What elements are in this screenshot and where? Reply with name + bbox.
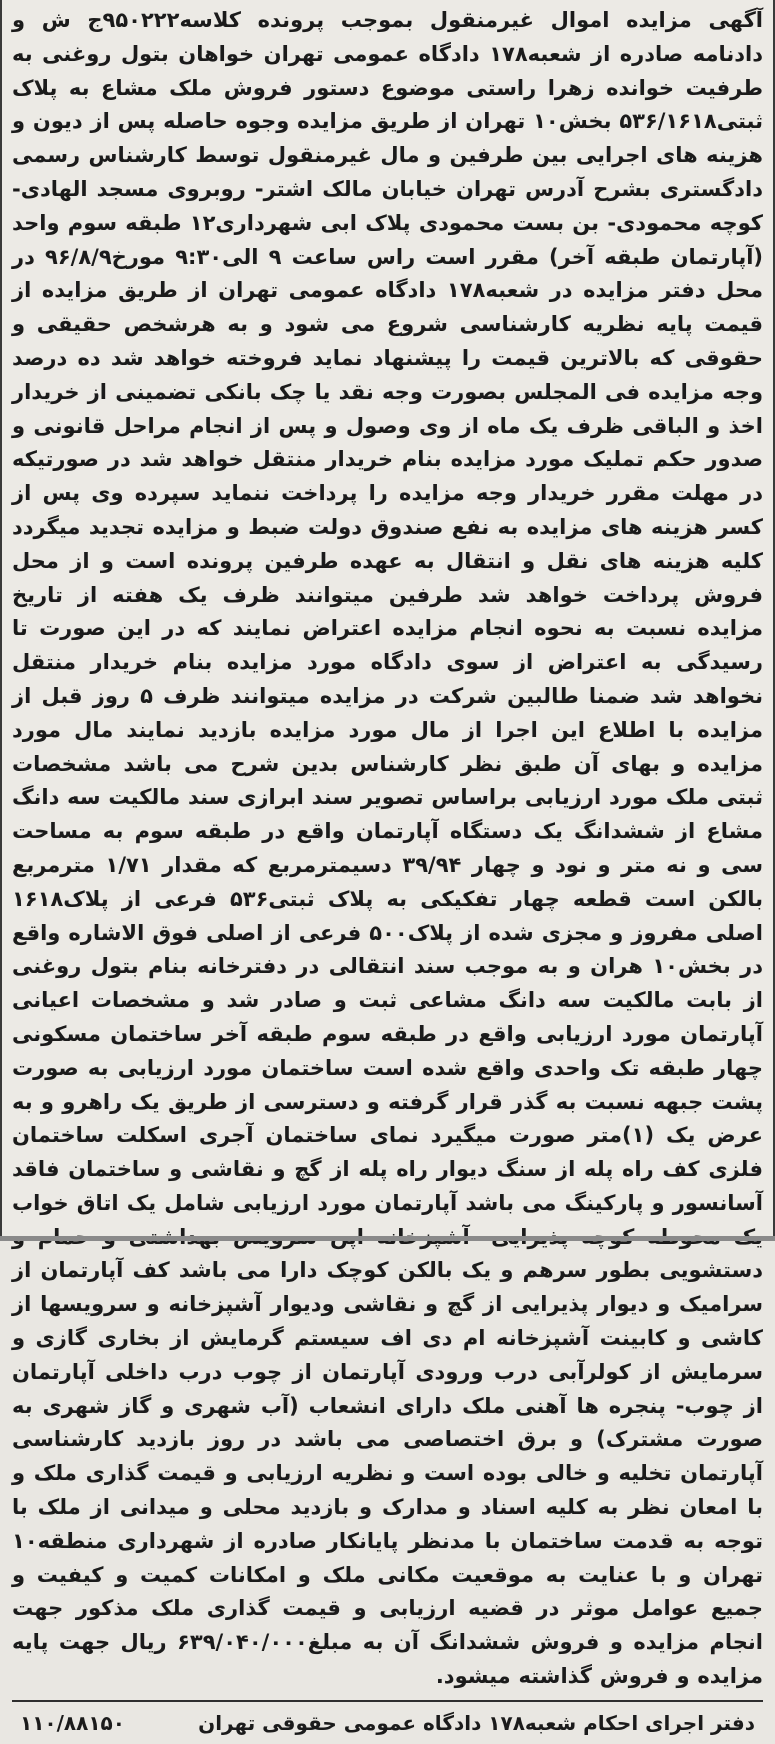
notice-code: ۱۱۰/۸۸۱۵۰ <box>20 1711 125 1735</box>
auction-notice-text: آگهی مزایده اموال غیرمنقول بموجب پرونده کلاسه۹۵۰۲۲۲ج ش و دادنامه صادره از شعبه۱۷۸ دادگاه عمومی تهران خواهان بتول روغنی به طرفیت خوانده زهرا راستی موضوع دستور فروش ملک مشاع به پلاک ثبتی۵۳۶/۱۶۱۸ بخش۱۰ تهران از طریق مزایده وجوه حاصله پس از دیون و هزینه های اجرایی بین طرفین و مال غیرمنقول توسط کارشناس رسمی دادگستری بشرح آدرس تهران خیابان مالک اشتر- روبروی مسجد الهادی- کوچه محمودی- بن بست محمودی پلاک ابی شهرداری۱۲ طبقه سوم واحد (آپارتمان طبقه آخر) مقرر است راس ساعت ۹ الی۹:۳۰ مورخ۹۶/۸/۹ در محل دفتر مزایده در شعبه۱۷۸ دادگاه عمومی تهران از طریق مزایده از قیمت پایه نظریه کارشناسی شروع می شود و به هرشخص حقیقی و حقوقی که بالاترین قیمت را پیشنهاد نماید فروخته خواهد شد ده درصد وجه مزایده فی المجلس بصورت وجه نقد یا چک بانکی تضمینی از خریدار اخذ و الباقی ظرف یک ماه از وی وصول و پس از انجام مراحل قانونی و صدور حکم تملیک مورد مزایده بنام خریدار منتقل خواهد شد در صورتیکه در مهلت مقرر خریدار وجه مزایده را پرداخت ننماید سپرده وی پس از کسر هزینه های مزایده به نفع صندوق دولت ضبط و مزایده تجدید میگردد کلیه هزینه های نقل و انتقال به عهده طرفین پرونده است و از محل فروش پرداخت خواهد شد طرفین میتوانند ظرف یک هفته از تاریخ مزایده نسبت به نحوه انجام مزایده اعتراض نمایند که در این صورت تا رسیدگی به اعتراض از سوی دادگاه مورد مزایده بنام خریدار منتقل نخواهد شد ضمنا طالبین شرکت در مزایده میتوانند ظرف ۵ روز قبل از مزایده با اطلاع این اجرا از مال مورد مزایده بازدید نمایند مال مورد مزایده و بهای آن طبق نظر کارشناس بدین شرح می باشد مشخصات ثبتی ملک مورد ارزیابی براساس تصویر سند ابرازی سند مالکیت سه دانگ مشاع از ششدانگ یک دستگاه آپارتمان واقع در طبقه سوم به مساحت سی و نه متر و نود و چهار ۳۹/۹۴ دسیمترمربع که مقدار ۱/۷۱ مترمربع بالکن است قطعه چهار تفکیکی به پلاک ثبتی۵۳۶ فرعی از پلاک۱۶۱۸ اصلی مفروز و مجزی شده از پلاک۵۰۰ فرعی از اصلی فوق الاشاره واقع در بخش۱۰ هران و به موجب سند انتقالی در دفترخانه بنام بتول روغنی از بابت مالکیت سه دانگ مشاعی ثبت و صادر شد و مشخصات اعیانی آپارتمان مورد ارزیابی واقع در طبقه سوم طبقه آخر ساختمان مسکونی چهار طبقه تک واحدی واقع شده است ساختمان مورد ارزیابی به صورت پشت جبهه نسبت به گذر قرار گرفته و دسترسی از طریق یک راهرو و به عرض یک (۱)متر صورت میگیرد نمای ساختمان آجری اسکلت ساختمان فلزی کف راه پله از سنگ دیوار راه پله از گچ و نقاشی و ساختمان فاقد آسانسور و پارکینگ می باشد آپارتمان مورد ارزیابی شامل یک اتاق خواب یک محوطه کوچه پذیرایی- آشپزخانه اپن سرویس بهداشتی و حمام و دستشویی بطور سرهم و یک بالکن کوچک دارا می باشد کف آپارتمان از سرامیک و دیوار پذیرایی از گچ و نقاشی ودیوار آشپزخانه و سرویسها از کاشی و کابینت آشپزخانه ام دی اف سیستم گرمایش از بخاری گازی و سرمایش از کولرآبی درب ورودی آپارتمان از چوب درب داخلی آپارتمان از چوب- پنجره ها آهنی ملک دارای انشعاب (آب شهری و گاز شهری به صورت مشترک) و برق اختصاصی می باشد در روز بازدید کارشناسی آپارتمان تخلیه و خالی بوده است و نظریه ارزیابی و قیمت گذاری ملک و با امعان نظر به کلیه اسناد و مدارک و بازدید محلی و میدانی از ملک با توجه به قدمت ساختمان با مدنظر پایانکار صادره از شهرداری منطقه۱۰ تهران و با عنایت به موقعیت مکانی ملک و امکانات کمیت و کیفیت و جمیع عوامل موثر در قضیه ارزیابی و قیمت گذاری ملک مذکور جهت انجام مزایده و فروش ششدانگ آن به مبلغ۶۳۹/۰۴۰/۰۰۰ ریال جهت پایه مزایده و فروش گذاشته میشود. <box>12 4 763 1694</box>
scan-edge <box>0 1236 775 1241</box>
issuer-name: دفتر اجرای احکام شعبه۱۷۸ دادگاه عمومی حقوقی تهران <box>198 1711 755 1735</box>
notice-footer <box>12 1702 763 1744</box>
